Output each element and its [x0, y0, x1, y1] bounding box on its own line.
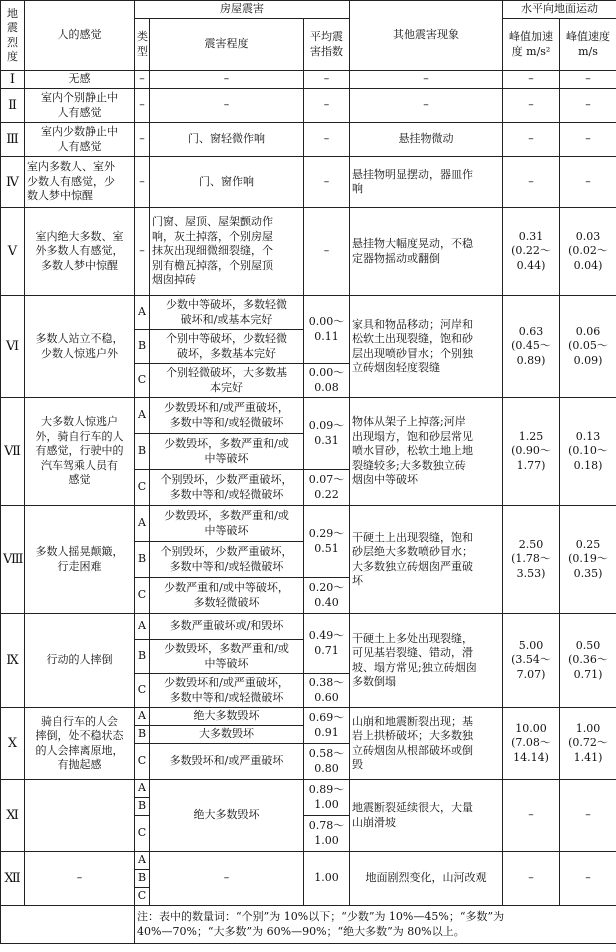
quantifier-note: 注：表中的数量词：“个别”为 10%以下；“少数”为 10%—45%；“多数”为 40%—70%；“大多数”为 60%—90%；“绝大多数”为 80%以上。 [135, 906, 616, 944]
human-feeling: 无感 [25, 71, 135, 89]
building-type: A [135, 708, 150, 726]
peak-velocity: 0.50 (0.36～ 0.71) [560, 614, 616, 708]
header-type: 类 型 [135, 19, 150, 71]
damage-degree: 门、窗轻微作响 [150, 123, 304, 157]
peak-velocity: 0.25 (0.19～ 0.35) [560, 506, 616, 614]
avg-damage-index: 0.07～ 0.22 [304, 470, 350, 506]
peak-acceleration: – [503, 157, 560, 208]
table-row [1, 89, 616, 123]
header-peak-vel: 峰值速度 m/s [560, 19, 616, 71]
peak-acceleration: – [503, 89, 560, 123]
human-feeling: 室内个别静止中 人有感觉 [25, 89, 135, 123]
other-phenomena: 干硬土上多处出现裂缝， 可见基岩裂缝、错动，滑 坡、塌方常见;独立砖烟囱 多数倒塌 [350, 614, 503, 708]
damage-degree: 绝大多数毁坏 [150, 780, 304, 852]
building-type: C [135, 578, 150, 614]
avg-damage-index: 0.20～ 0.40 [304, 578, 350, 614]
intensity-degree: Ⅱ [1, 89, 25, 123]
building-type: A [135, 614, 150, 640]
avg-damage-index: – [304, 71, 350, 89]
table-row [1, 398, 616, 434]
building-type: B [135, 542, 150, 578]
damage-degree: 少数中等破坏，多数轻微 破坏和/或基本完好 [150, 296, 304, 330]
damage-degree: 少数严重和/或中等破坏， 多数轻微破坏 [150, 578, 304, 614]
header-ground-motion: 水平向地面运动 [503, 1, 616, 19]
header-intensity: 地 震 烈 度 [1, 1, 25, 71]
avg-damage-index: 0.38～ 0.60 [304, 674, 350, 708]
table-row [1, 506, 616, 542]
damage-degree: 门窗、屋顶、屋架颤动作 响，灰土掉落，个别房屋 抹灰出现细微细裂缝，个 别有檐瓦掉落，个别屋顶 烟囱掉砖 [150, 208, 304, 296]
table-row [1, 708, 616, 726]
building-type: C [135, 674, 150, 708]
building-type: C [135, 744, 150, 780]
intensity-degree: Ⅷ [1, 506, 25, 614]
avg-damage-index: 0.09～ 0.31 [304, 398, 350, 470]
intensity-degree: Ⅰ [1, 71, 25, 89]
avg-damage-index: 0.69～ 0.91 [304, 708, 350, 744]
peak-velocity: – [560, 852, 616, 906]
avg-damage-index: 0.78～ 1.00 [304, 816, 350, 852]
damage-degree: – [150, 852, 304, 906]
building-type: A [135, 506, 150, 542]
damage-degree: 多数严重破坏或/和毁坏 [150, 614, 304, 640]
intensity-degree: Ⅹ [1, 708, 25, 780]
peak-acceleration: 0.31 (0.22～ 0.44) [503, 208, 560, 296]
damage-degree: – [150, 89, 304, 123]
building-type: – [135, 208, 150, 296]
table-row [1, 780, 616, 798]
intensity-degree: Ⅺ [1, 780, 25, 852]
header-feeling: 人的感觉 [25, 1, 135, 71]
damage-degree: 多数毁坏和/或严重破坏 [150, 744, 304, 780]
building-type: C [135, 470, 150, 506]
table-row [1, 123, 616, 157]
intensity-degree: Ⅲ [1, 123, 25, 157]
peak-acceleration: – [503, 852, 560, 906]
damage-degree: 少数毁坏和/或严重破坏， 多数中等和/或轻微破坏 [150, 398, 304, 434]
damage-degree: 少数毁坏，多数严重和/或 中等破坏 [150, 434, 304, 470]
peak-acceleration: 2.50 (1.78～ 3.53) [503, 506, 560, 614]
other-phenomena: 地震断裂延续很大，大量 山崩滑坡 [350, 780, 503, 852]
header-damage-degree: 震害程度 [150, 19, 304, 71]
intensity-degree: Ⅳ [1, 157, 25, 208]
damage-degree: 绝大多数毁坏 [150, 708, 304, 726]
building-type: C [135, 888, 150, 906]
avg-damage-index: – [304, 89, 350, 123]
avg-damage-index: 0.00～ 0.08 [304, 364, 350, 398]
avg-damage-index: 0.29～ 0.51 [304, 506, 350, 578]
peak-acceleration: 1.25 (0.90～ 1.77) [503, 398, 560, 506]
table-row [1, 296, 616, 330]
other-phenomena: 悬挂物大幅度晃动，不稳 定器物摇动或翻倒 [350, 208, 503, 296]
header-peak-acc: 峰值加速 度 m/s² [503, 19, 560, 71]
avg-damage-index: 0.89～ 1.00 [304, 780, 350, 816]
intensity-degree: Ⅵ [1, 296, 25, 398]
header-other: 其他震害现象 [350, 1, 503, 71]
table-note-row [1, 906, 616, 944]
building-type: A [135, 398, 150, 434]
peak-acceleration: 0.63 (0.45～ 0.89) [503, 296, 560, 398]
table-row [1, 208, 616, 296]
header-damage-group: 房屋震害 [135, 1, 350, 19]
other-phenomena: – [350, 71, 503, 89]
peak-acceleration: – [503, 780, 560, 852]
other-phenomena: – [350, 89, 503, 123]
building-type: B [135, 870, 150, 888]
building-type: – [135, 123, 150, 157]
peak-velocity: – [560, 71, 616, 89]
table-row [1, 71, 616, 89]
intensity-degree: Ⅴ [1, 208, 25, 296]
peak-acceleration: – [503, 123, 560, 157]
table-row [1, 157, 616, 208]
damage-degree: 少数毁坏，多数严重和/或 中等破坏 [150, 640, 304, 674]
damage-degree: 少数毁坏，多数严重和/或 中等破坏 [150, 506, 304, 542]
building-type: B [135, 726, 150, 744]
damage-degree: 门、窗作响 [150, 157, 304, 208]
building-type: – [135, 157, 150, 208]
avg-damage-index: 0.00～ 0.11 [304, 296, 350, 364]
building-type: B [135, 640, 150, 674]
peak-velocity: – [560, 123, 616, 157]
avg-damage-index: 0.58～ 0.80 [304, 744, 350, 780]
building-type: B [135, 798, 150, 816]
peak-velocity: – [560, 89, 616, 123]
intensity-degree: Ⅻ [1, 852, 25, 906]
avg-damage-index: – [304, 123, 350, 157]
damage-degree: 个别毁坏，少数严重破坏， 多数中等和/或轻微破坏 [150, 470, 304, 506]
building-type: A [135, 780, 150, 798]
other-phenomena: 山崩和地震断裂出现；基 岩上拱桥破坏；大多数独 立砖烟囱从根部破坏或倒 毁 [350, 708, 503, 780]
building-type: B [135, 434, 150, 470]
human-feeling: 多数人站立不稳， 少数人惊逃户外 [25, 296, 135, 398]
building-type: – [135, 71, 150, 89]
other-phenomena: 地面剧烈变化，山河改观 [350, 852, 503, 906]
peak-velocity: – [560, 157, 616, 208]
note-blank-cell [1, 906, 135, 944]
peak-velocity: 1.00 (0.72～ 1.41) [560, 708, 616, 780]
table-row [1, 852, 616, 870]
damage-degree: 少数毁坏和/或严重破坏， 多数中等和/或轻微破坏 [150, 674, 304, 708]
damage-degree: 个别毁坏，少数严重破坏， 多数中等和/或轻微破坏 [150, 542, 304, 578]
peak-velocity: 0.03 (0.02～ 0.04) [560, 208, 616, 296]
building-type: – [135, 89, 150, 123]
building-type: C [135, 816, 150, 852]
other-phenomena: 悬挂物明显摆动，器皿作 响 [350, 157, 503, 208]
human-feeling: 室内绝大多数、室 外多数人有感觉， 多数人梦中惊醒 [25, 208, 135, 296]
damage-degree: 个别轻微破坏，大多数基 本完好 [150, 364, 304, 398]
damage-degree: 个别中等破坏，少数轻微 破坏，多数基本完好 [150, 330, 304, 364]
header-avg-index: 平均震 害指数 [304, 19, 350, 71]
building-type: B [135, 330, 150, 364]
building-type: A [135, 296, 150, 330]
human-feeling: 室内少数静止中 人有感觉 [25, 123, 135, 157]
avg-damage-index: 0.49～ 0.71 [304, 614, 350, 674]
avg-damage-index: 1.00 [304, 852, 350, 906]
other-phenomena: 家具和物品移动；河岸和 松软土出现裂缝，饱和砂 层出现喷砂冒水；个别独 立砖烟囱轻度裂缝 [350, 296, 503, 398]
human-feeling: 骑自行车的人会 摔倒，处不稳状态 的人会摔离原地， 有抛起感 [25, 708, 135, 780]
peak-acceleration: 10.00 (7.08～ 14.14) [503, 708, 560, 780]
avg-damage-index: – [304, 208, 350, 296]
intensity-degree: Ⅶ [1, 398, 25, 506]
human-feeling [25, 780, 135, 852]
other-phenomena: 悬挂物微动 [350, 123, 503, 157]
human-feeling: 室内多数人、室外 少数人有感觉，少 数人梦中惊醒 [25, 157, 135, 208]
table-row [1, 614, 616, 640]
human-feeling: – [25, 852, 135, 906]
peak-velocity: 0.06 (0.05～ 0.09) [560, 296, 616, 398]
peak-velocity: 0.13 (0.10～ 0.18) [560, 398, 616, 506]
human-feeling: 大多数人惊逃户 外，骑自行车的人 有感觉，行驶中的 汽车驾乘人员有 感觉 [25, 398, 135, 506]
peak-acceleration: – [503, 71, 560, 89]
peak-velocity: – [560, 780, 616, 852]
human-feeling: 行动的人摔倒 [25, 614, 135, 708]
other-phenomena: 干硬土上出现裂缝，饱和 砂层绝大多数喷砂冒水； 大多数独立砖烟囱严重破 坏 [350, 506, 503, 614]
intensity-degree: Ⅸ [1, 614, 25, 708]
building-type: C [135, 364, 150, 398]
building-type: A [135, 852, 150, 870]
damage-degree: – [150, 71, 304, 89]
damage-degree: 大多数毁坏 [150, 726, 304, 744]
human-feeling: 多数人摇晃颠簸， 行走困难 [25, 506, 135, 614]
avg-damage-index: – [304, 157, 350, 208]
peak-acceleration: 5.00 (3.54～ 7.07) [503, 614, 560, 708]
other-phenomena: 物体从架子上掉落;河岸 出现塌方，饱和砂层常见 喷水冒砂，松软土地上地 裂缝较多;大多数独立砖 烟囱中等破坏 [350, 398, 503, 506]
